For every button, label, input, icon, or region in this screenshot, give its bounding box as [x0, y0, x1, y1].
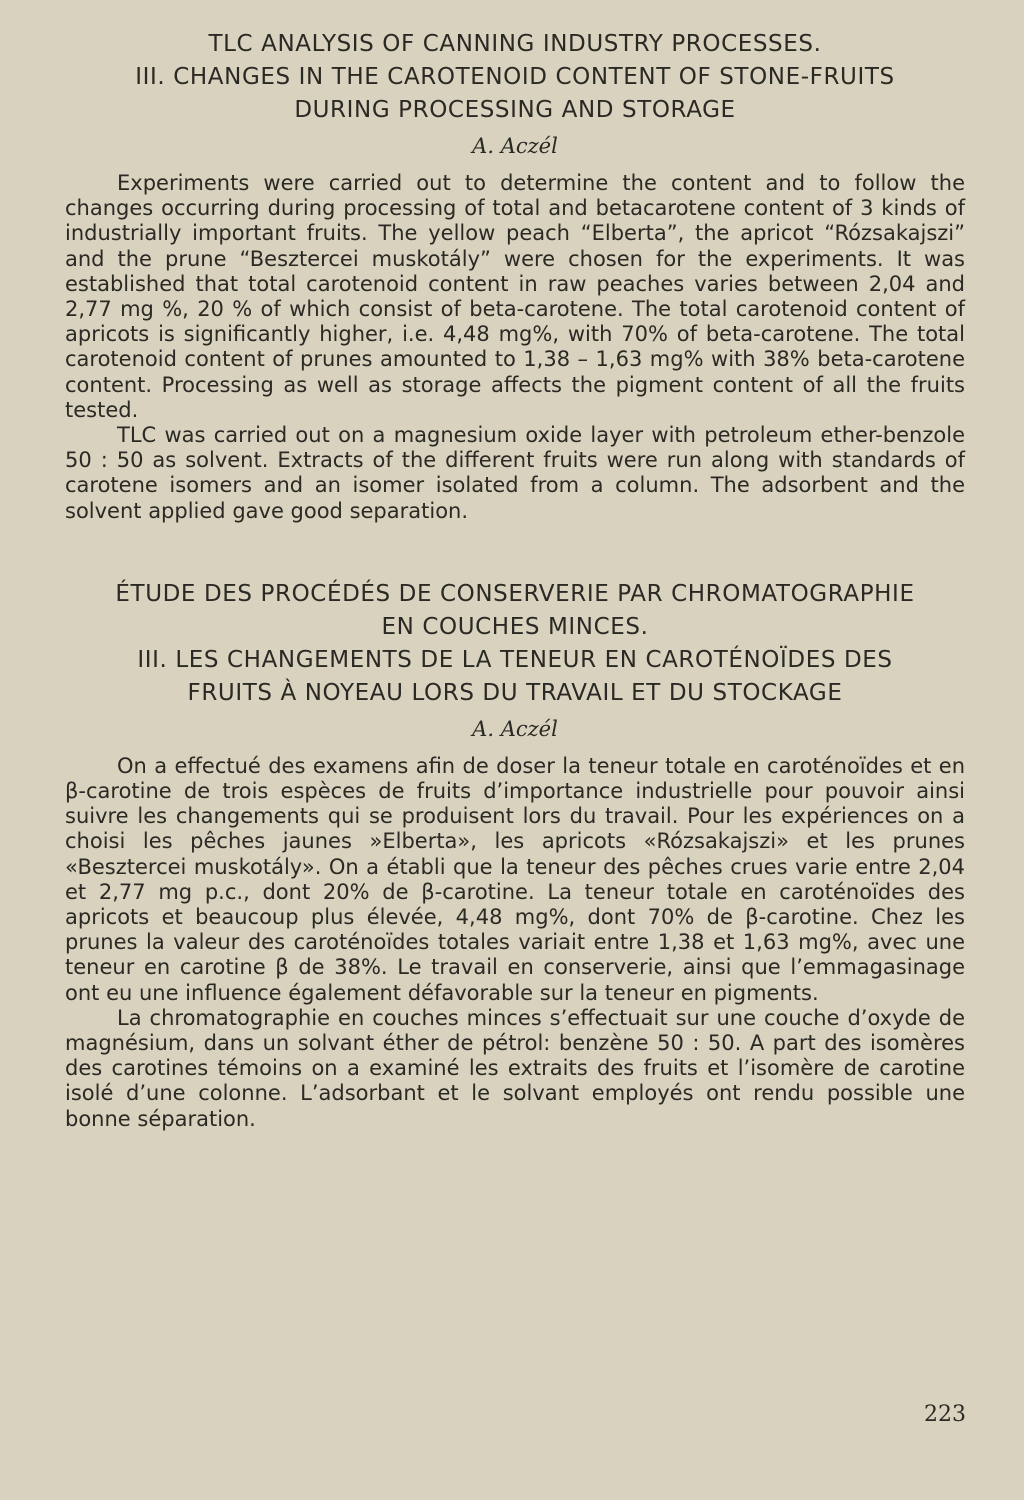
english-paragraph-2: TLC was carried out on a magnesium oxide layer with petroleum ether-benzole 50 : 50 as solvent. Extracts of the different fruits were run along with standards of carotene isomers and an isomer isolated from a column. The adsorbent and the solvent applied gave good separation.	[65, 423, 965, 523]
english-title-line-1: TLC ANALYSIS OF CANNING INDUSTRY PROCESSES.	[208, 31, 822, 57]
english-title-line-3: DURING PROCESSING AND STORAGE	[294, 97, 736, 123]
article-content	[65, 28, 965, 1132]
french-title-line-3: III. LES CHANGEMENTS DE LA TENEUR EN CAROTÉNOÏDES DES	[137, 646, 893, 673]
page-number: 223	[924, 1402, 966, 1427]
french-paragraph-1: On a effectué des examens afin de doser la teneur totale en caroténoïdes et en β-carotine de trois espèces de fruits d’importance industrielle pour pouvoir ainsi suivre les changements qui se produisent lors du travail. Pour les expériences on a choisi les pêches jaunes »Elberta», les apricots «Rózsakajszi» et les prunes «Besztercei muskotály». On a établi que la teneur des pêches crues varie entre 2,04 et 2,77 mg p.c., dont 20% de β-carotine. La teneur totale en caroténoïdes des apricots et beaucoup plus élevée, 4,48 mg%, dont 70% de β-carotine. Chez les prunes la valeur des caroténoïdes totales variait entre 1,38 et 1,63 mg%, avec une teneur en carotine β de 38%. Le travail en conserverie, ainsi que l’emmagasinage ont eu une influence également défavorable sur la teneur en pigments.	[65, 753, 965, 1005]
english-paragraph-1: Experiments were carried out to determine the content and to follow the changes occurring during processing of total and betacarotene content of 3 kinds of industrially important fruits. The yellow peach “Elberta”, the apricot “Rózsakajszi” and the prune “Besztercei muskotály” were chosen for the experiments. It was established that total carotenoid content in raw peaches varies between 2,04 and 2,77 mg %, 20 % of which consist of beta-carotene. The total carotenoid content of apricots is significantly higher, i.e. 4,48 mg%, with 70% of beta-carotene. The total carotenoid content of prunes amounted to 1,38 – 1,63 mg% with 38% beta-carotene content. Processing as well as storage affects the pigment content of all the fruits tested.	[65, 171, 965, 422]
english-title-line-2: III. CHANGES IN THE CAROTENOID CONTENT OF STONE-FRUITS	[135, 64, 895, 90]
english-title	[65, 28, 965, 127]
french-title	[65, 578, 965, 710]
french-author: A. Aczél	[472, 716, 558, 741]
english-author: A. Aczél	[472, 134, 558, 158]
english-abstract	[65, 28, 965, 524]
french-title-line-1: ÉTUDE DES PROCÉDÉS DE CONSERVERIE PAR CHROMATOGRAPHIE	[115, 580, 915, 607]
french-paragraph-2: La chromatographie en couches minces s’effectuait sur une couche d’oxyde de magnésium, dans un solvant éther de pétrol: benzène 50 : 50. A part des isomères des carotines témoins on a examiné les extraits des fruits et l’isomère de carotine isolé d’une colonne. L’adsorbant et le solvant employés ont rendu possible une bonne séparation.	[65, 1005, 965, 1131]
french-title-line-4: FRUITS À NOYEAU LORS DU TRAVAIL ET DU STOCKAGE	[187, 679, 843, 706]
french-title-line-2: EN COUCHES MINCES.	[381, 613, 649, 640]
french-abstract	[65, 578, 965, 1132]
